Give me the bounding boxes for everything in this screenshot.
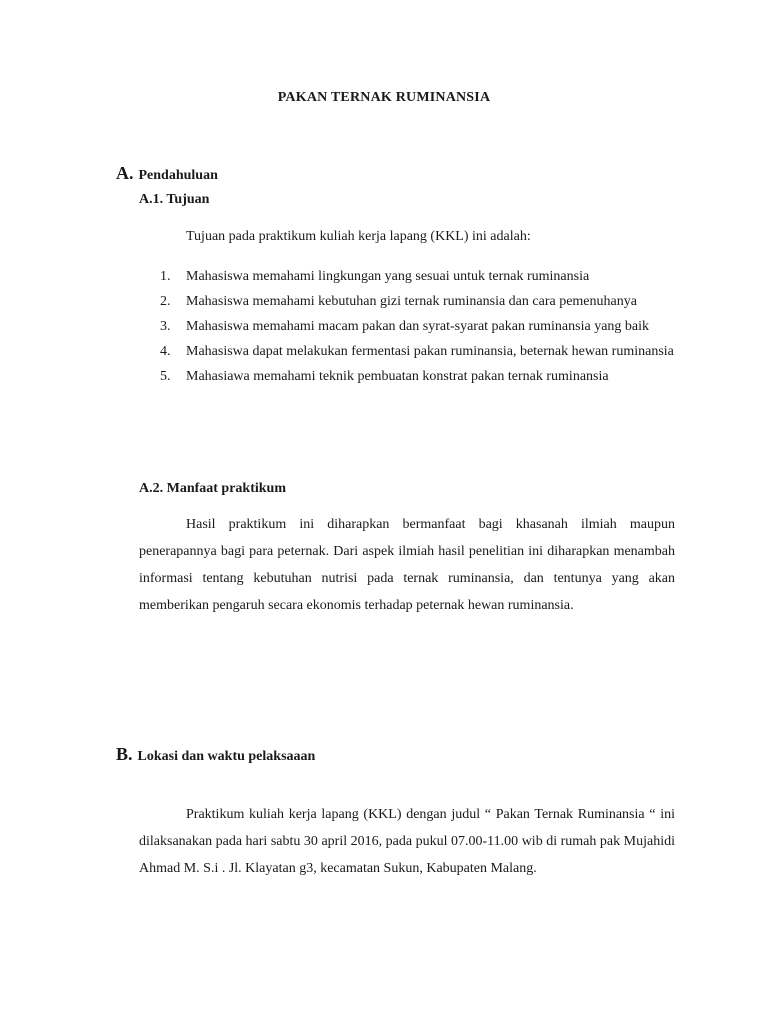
list-item-text: Mahasiswa memahami lingkungan yang sesuai untuk ternak ruminansia — [186, 269, 590, 284]
list-item-text: Mahasiawa memahami teknik pembuatan konstrat pakan ternak ruminansia — [186, 369, 609, 384]
list-item — [160, 364, 675, 389]
list-item — [160, 314, 675, 339]
section-b-title: Lokasi dan waktu pelaksaaan — [137, 749, 316, 764]
subsection-a2-heading: A.2. Manfaat praktikum — [139, 481, 287, 496]
subsection-a2-paragraph — [139, 511, 675, 619]
paragraph-text: Hasil praktikum ini diharapkan bermanfaat bagi khasanah ilmiah maupun penerapannya bagi para peternak. Dari aspek ilmiah hasil penelitian ini diharapkan menambah informasi tentang kebutuhan nutrisi pada ternak ruminansia, dan tentunya yang akan memberikan pengaruh secara ekonomis terhadap peternak hewan ruminansia. — [139, 517, 675, 613]
list-item — [160, 339, 675, 364]
list-item-number: 1. — [160, 269, 171, 284]
section-a-title: Pendahuluan — [138, 168, 218, 183]
list-item-number: 2. — [160, 294, 171, 309]
list-item — [160, 289, 675, 314]
paragraph-text: Praktikum kuliah kerja lapang (KKL) dengan judul “ Pakan Ternak Ruminansia “ ini dilaksanakan pada hari sabtu 30 april 2016, pada pukul 07.00-11.00 wib di rumah pak Mujahidi Ahmad M. S.i . Jl. Klayatan g3, kecamatan Sukun, Kabupaten Malang. — [139, 807, 675, 876]
list-item-number: 4. — [160, 344, 171, 359]
list-item-text: Mahasiswa memahami macam pakan dan syrat-syarat pakan ruminansia yang baik — [186, 319, 650, 334]
list-item-number: 5. — [160, 369, 171, 384]
list-item-number: 3. — [160, 319, 171, 334]
section-a-heading — [116, 163, 218, 184]
list-item-text: Mahasiswa memahami kebutuhan gizi ternak ruminansia dan cara pemenuhanya — [186, 294, 637, 309]
list-item-text: Mahasiswa dapat melakukan fermentasi pakan ruminansia, beternak hewan ruminansia — [186, 344, 674, 359]
section-b-paragraph — [139, 801, 675, 882]
section-a-letter: A. — [116, 163, 134, 183]
subsection-a1-intro: Tujuan pada praktikum kuliah kerja lapang (KKL) ini adalah: — [186, 229, 531, 244]
objectives-list — [160, 264, 675, 389]
list-item — [160, 264, 675, 289]
page-title: PAKAN TERNAK RUMINANSIA — [277, 90, 491, 105]
section-b-heading — [116, 744, 315, 765]
section-b-letter: B. — [116, 744, 133, 764]
subsection-a1-heading: A.1. Tujuan — [139, 192, 210, 207]
